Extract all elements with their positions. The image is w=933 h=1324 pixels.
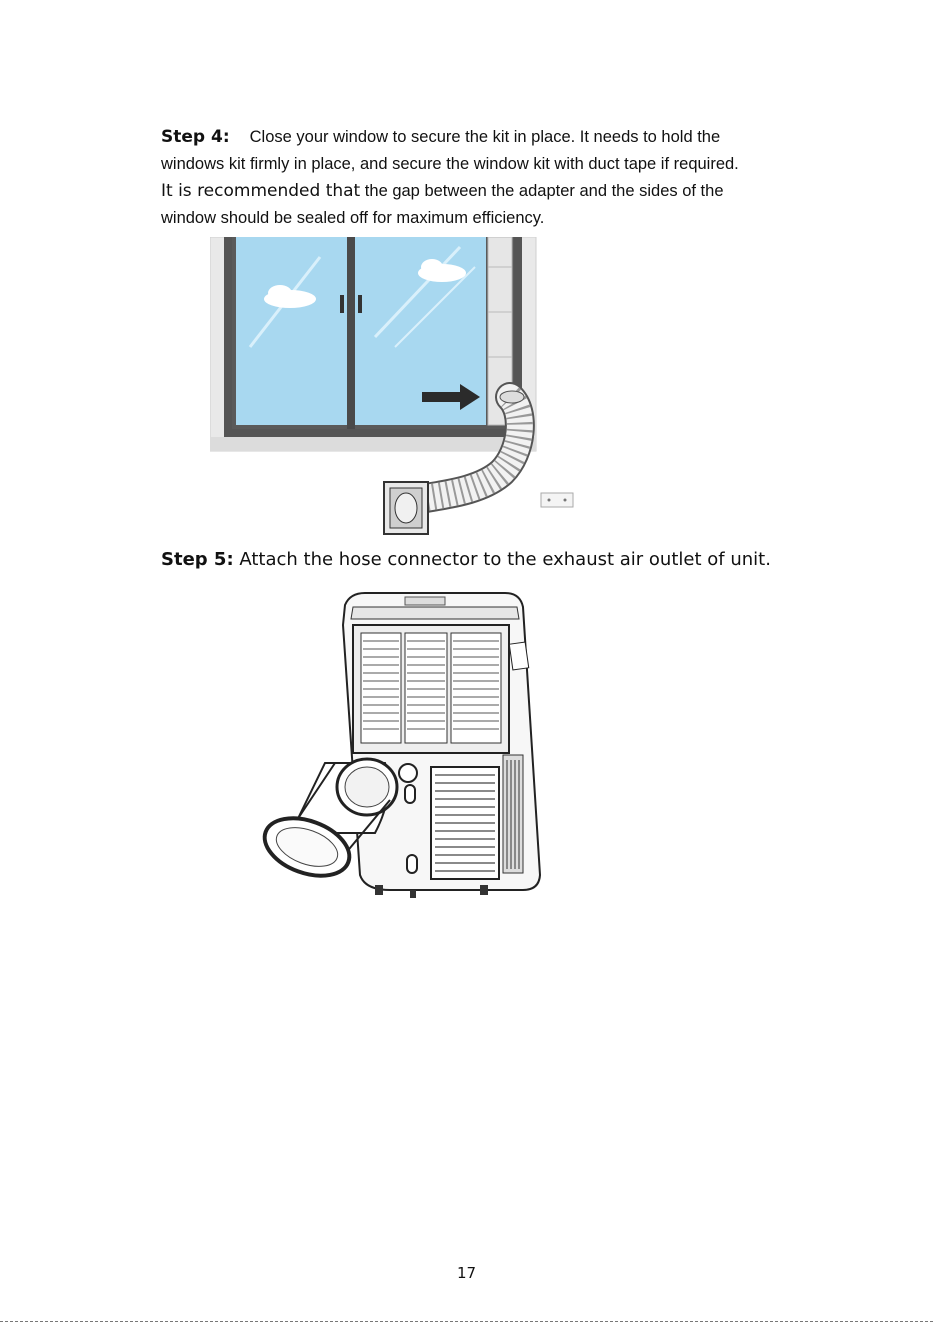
step-5-text: Attach the hose connector to the exhaust air outlet of unit.: [233, 549, 771, 570]
page-number: 17: [456, 1264, 477, 1282]
window-kit-illustration: [210, 237, 580, 539]
ac-unit-illustration: [255, 585, 555, 910]
step-5-heading: Step 5:: [161, 549, 234, 570]
step-5-instructions: [161, 549, 771, 570]
page-bottom-rule: [0, 1321, 933, 1322]
step-4-instructions: [161, 124, 896, 232]
step-4-lead: It is recommended that: [161, 181, 361, 201]
step-4-line-1: [161, 124, 896, 151]
step-4-heading: Step 4:: [161, 127, 230, 147]
step-4-line-2: windows kit firmly in place, and secure the window kit with duct tape if required.: [161, 155, 739, 173]
step-4-text-1: Close your window to secure the kit in place. It needs to hold the: [249, 128, 721, 146]
step-4-line-3: [161, 178, 896, 205]
step-4-text-3: the gap between the adapter and the sides of the: [360, 182, 724, 200]
step-4-line-4: window should be sealed off for maximum efficiency.: [161, 209, 545, 227]
